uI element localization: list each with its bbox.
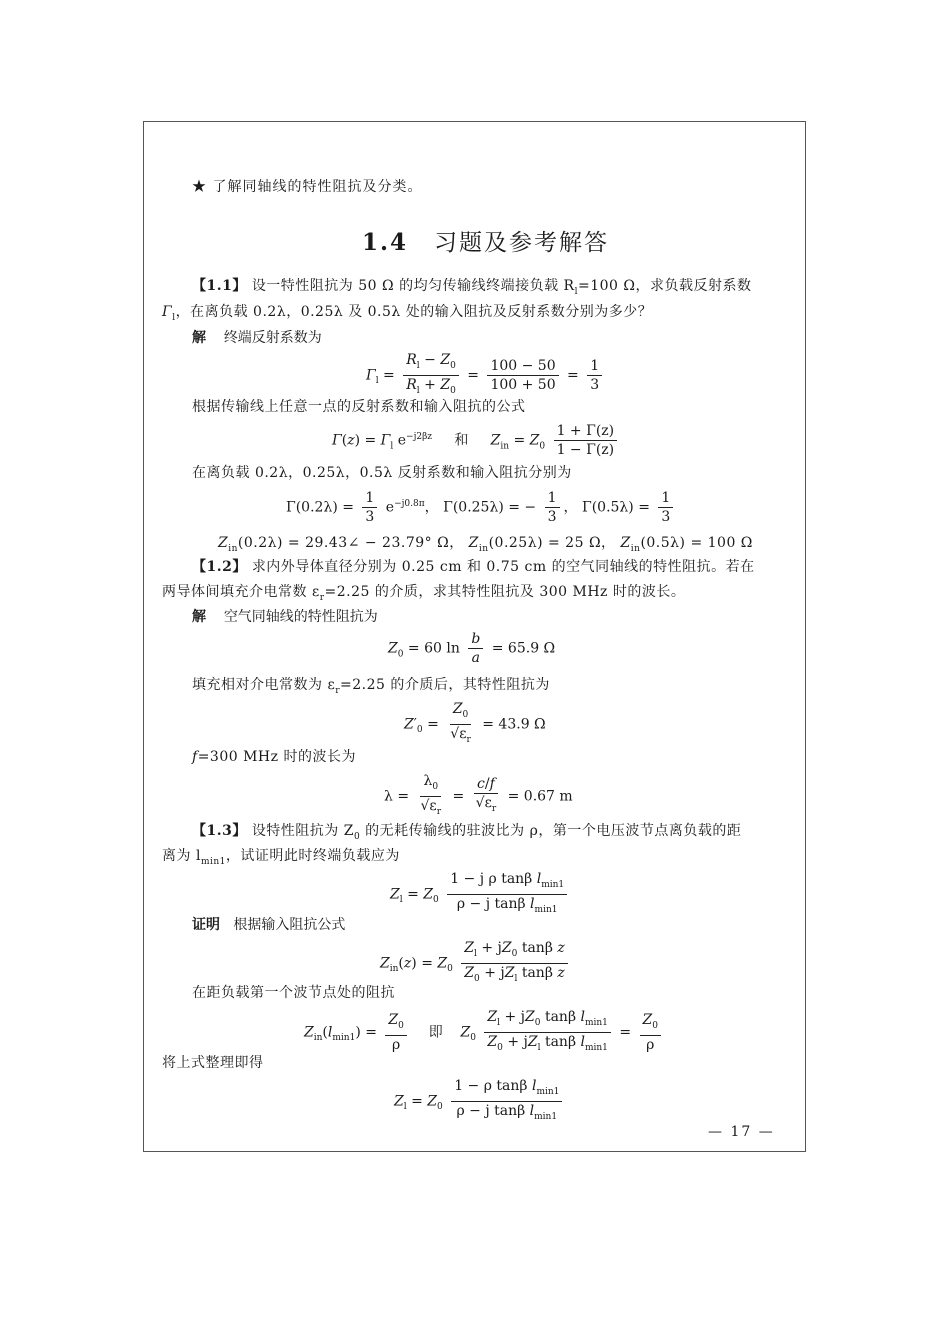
equation-load-2: $Z_l = Z_0$ $\frac{1 - \rho \tan\beta l_{min1}}{\rho - j \tan\beta l_{min1}}$ bbox=[394, 1077, 566, 1126]
equation-part: = 0.67 m bbox=[507, 788, 573, 805]
problem-1-2-line1 bbox=[192, 556, 755, 576]
equation-z0-air: $Z_0 = 60$ ln $\frac{b}{a}$ = 65.9 Ω bbox=[388, 631, 556, 666]
equation-part: (0.25λ) = 25 Ω， bbox=[488, 535, 616, 551]
solution-label: 解 bbox=[192, 609, 206, 625]
problem-text: =100 Ω，求负载反射系数 bbox=[577, 278, 752, 294]
problem-text: ，在离负载 0.2λ，0.25λ 及 0.5λ 处的输入阻抗及反射系数分别为多少？ bbox=[175, 304, 653, 320]
fraction-numerator: 1 + Γ(z) bbox=[554, 422, 618, 441]
problem-1-1-line1: 【1.1】 设一特性阻抗为 50 Ω 的均匀传输线终端接负载 $R_l=100$ Ω，求负载反射系数 bbox=[192, 278, 752, 297]
section-heading bbox=[362, 224, 609, 257]
problem-text: 设特性阻抗为 Z bbox=[251, 823, 354, 839]
equation-zin-node: $Z_{in}(l_{min1})$ = $\frac{Z_0}{\rho}$ 即 $Z_0$ $\frac{Z_l + jZ_0 \tan\beta l_{min1}}{Z_0 + jZ_l \tan\beta l_{min1}}$ = $\frac{Z_0}{\rho}$ bbox=[304, 1008, 665, 1057]
equation-part: Γ(0.25λ) = − bbox=[443, 499, 537, 516]
problem-text: 求内外导体直径分别为 0.25 cm 和 0.75 cm 的空气同轴线的特性阻抗。若在 bbox=[251, 559, 755, 575]
page-number: — 17 — bbox=[708, 1124, 775, 1140]
problem-1-3-line2: 离为 $l_{min1}$，试证明此时终端负载应为 bbox=[162, 848, 400, 867]
text-line: 根据传输线上任意一点的反射系数和输入阻抗的公式 bbox=[192, 399, 526, 415]
proof-label: 证明 bbox=[192, 917, 220, 933]
equation-part: Γ(0.5λ) = bbox=[581, 499, 650, 516]
text-part: =2.25 的介质后，其特性阻抗为 bbox=[340, 677, 550, 693]
equation-reflection: $\Gamma_l$ = $\frac{R_l - Z_0}{R_l + Z_0}$ = $\frac{100 - 50}{100 + 50}$ = $\frac{1}{3}$ bbox=[366, 351, 606, 400]
solution-line bbox=[192, 606, 378, 626]
equation-part: = 65.9 Ω bbox=[491, 640, 556, 657]
solution-text: 空气同轴线的特性阻抗为 bbox=[223, 609, 378, 625]
problem-label: 【1.3】 bbox=[192, 823, 247, 839]
section-title: 习题及参考解答 bbox=[434, 230, 610, 256]
equation-wavelength: λ = $\frac{\lambda_0}{√\varepsilon_r}$ = $\frac{c/f}{√\varepsilon_r}$ = 0.67 m bbox=[384, 773, 573, 817]
objective-line: ★ 了解同轴线的特性阻抗及分类。 bbox=[192, 179, 423, 195]
fraction-numerator: 1 bbox=[587, 357, 602, 376]
problem-1-2-line2: 两导体间填充介电常数 $\varepsilon_r=2.25$ 的介质，求其特性阻抗及 300 MHz 时的波长。 bbox=[162, 584, 686, 603]
solution-line bbox=[192, 327, 322, 347]
text-line: 填充相对介电常数为 $\varepsilon_r=2.25$ 的介质后，其特性阻抗为 bbox=[192, 677, 550, 696]
equation-part: = 60 ln bbox=[407, 640, 460, 657]
equation-load-1: $Z_l = Z_0$ $\frac{1 - j \rho \tan\beta l_{min1}}{\rho - j \tan\beta l_{min1}}$ bbox=[390, 870, 571, 919]
equation-zin-values: $Z_{in}(0.2\lambda)$ = 29.43∠ − 23.79° Ω， $Z_{in}(0.25\lambda) = 25$ Ω， $Z_{in}(0.5\lambda) = 100$ Ω bbox=[218, 535, 753, 554]
text-part: =300 MHz 时的波长为 bbox=[197, 749, 356, 765]
equation-gamma-values: Γ(0.2λ) = $\frac{1}{3}$ $e^{-j0.8\pi}$， Γ(0.25λ) = − $\frac{1}{3}$ ， Γ(0.5λ) = $\frac{1}{3}$ bbox=[286, 489, 677, 526]
equation-gamma-zin: $\Gamma(z) = \Gamma_l$ $e^{-j2\beta z}$ 和 $Z_{in} = Z_0$ $\frac{1 + \Gamma(z)}{1 - \Gamma(z)}$ bbox=[332, 422, 621, 459]
problem-text: =2.25 的介质，求其特性阻抗及 300 MHz 时的波长。 bbox=[324, 584, 686, 600]
solution-label: 解 bbox=[192, 330, 206, 346]
section-number: 1.4 bbox=[362, 229, 409, 256]
fraction-denominator: 1 − Γ(z) bbox=[556, 442, 615, 458]
text-line: 在离负载 0.2λ，0.25λ，0.5λ 反射系数和输入阻抗分别为 bbox=[192, 465, 572, 481]
problem-text: 的无耗传输线的驻波比为 ρ，第一个电压波节点离负载的距 bbox=[360, 823, 742, 839]
equation-zin-general: $Z_{in}(z) = Z_0$ $\frac{Z_l + jZ_0 \tan\beta z}{Z_0 + jZ_l \tan\beta z}$ bbox=[380, 939, 572, 988]
text-part: 填充相对介电常数为 ε bbox=[192, 677, 336, 693]
problem-text: 两导体间填充介电常数 ε bbox=[162, 584, 320, 600]
text-line: 将上式整理即得 bbox=[162, 1055, 264, 1071]
problem-text: 离为 l bbox=[162, 848, 201, 864]
proof-text: 根据输入阻抗公式 bbox=[233, 917, 346, 933]
equation-part: (0.2λ) = 29.43∠ − 23.79° Ω， bbox=[237, 535, 464, 551]
problem-label: 【1.1】 bbox=[192, 278, 247, 294]
equation-part: (0.5λ) = 100 Ω bbox=[640, 535, 753, 551]
problem-text: ，试证明此时终端负载应为 bbox=[225, 848, 400, 864]
problem-text: 设一特性阻抗为 50 Ω 的均匀传输线终端接负载 R bbox=[251, 278, 575, 294]
fraction-denominator: 3 bbox=[590, 376, 600, 393]
solution-text: 终端反射系数为 bbox=[223, 330, 322, 346]
proof-line bbox=[192, 914, 345, 934]
equation-z0-filled: $Z'_0$ = $\frac{Z_0}{√\varepsilon_r}$ = 43.9 Ω bbox=[404, 701, 546, 745]
text-line: f=300 MHz 时的波长为 bbox=[192, 749, 356, 765]
conjunction-text: 即 bbox=[428, 1024, 443, 1041]
problem-1-1-line2: $\Gamma_l$，在离负载 0.2λ，0.25λ 及 0.5λ 处的输入阻抗及反射系数分别为多少？ bbox=[162, 304, 653, 323]
problem-label: 【1.2】 bbox=[192, 559, 247, 575]
fraction-denominator: 100 + 50 bbox=[490, 376, 556, 393]
fraction-numerator: 100 − 50 bbox=[487, 357, 558, 376]
equation-part: = 43.9 Ω bbox=[482, 716, 546, 733]
conjunction-text: 和 bbox=[454, 432, 469, 449]
text-line: 在距负载第一个波节点处的阻抗 bbox=[192, 985, 395, 1001]
problem-1-3-line1: 【1.3】 设特性阻抗为 $Z_0$ 的无耗传输线的驻波比为 ρ，第一个电压波节点离负载的距 bbox=[192, 823, 742, 842]
equation-part: Γ(0.2λ) = bbox=[286, 499, 354, 516]
